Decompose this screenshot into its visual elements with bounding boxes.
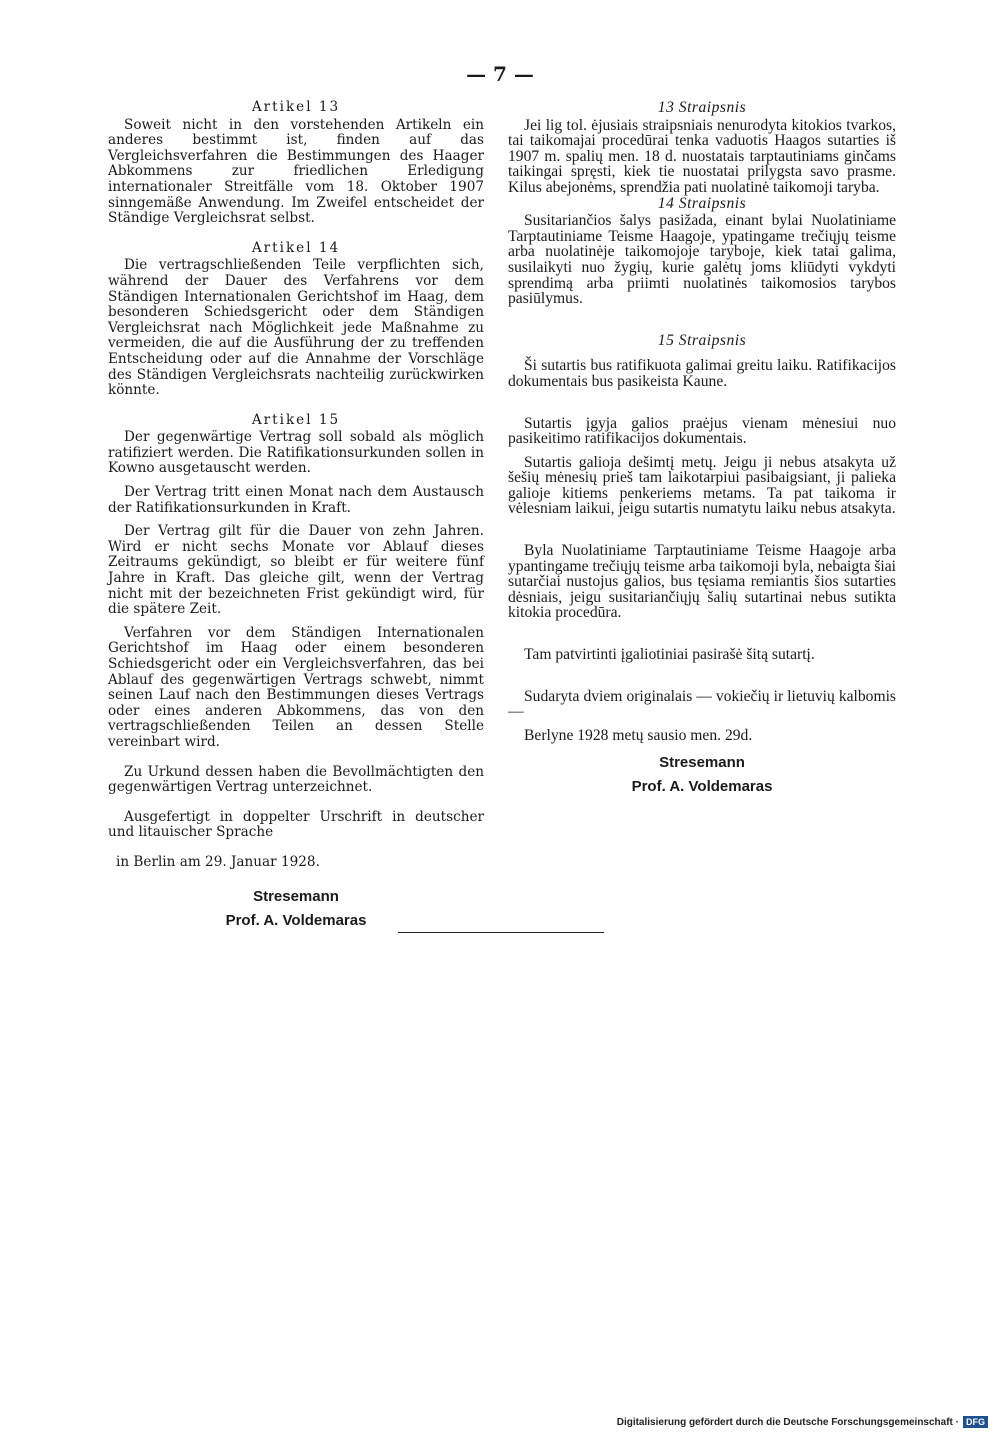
article-15-heading-de: Artikel 15 [251, 411, 341, 428]
signature-voldemaras-de: Prof. A. Voldemaras [225, 911, 367, 929]
witness-clause-lt: Tam patvirtinti įgaliotiniai pasirašė šitą sutartį. [524, 646, 815, 664]
signature-stresemann-lt: Stresemann [659, 754, 745, 772]
footer-text: Digitalisierung gefördert durch die Deutsche Forschungsgemeinschaft · [616, 1416, 959, 1428]
german-column [108, 100, 484, 933]
article-15-p2-lt: Sutartis įgyja galios praėjus vienam mėnesiui nuo pasikeitimo ratifikacijos dokumentais. [508, 414, 896, 448]
article-13-text-lt: Jei lig tol. ėjusiais straipsniais nenurodyta kitokios tvarkos, tai taikomajai procedūrai tenka vaduotis Haagos sutarties iš 1907 m. spalių men. 18 d. nuostatais tarptautiniams ginčams taikingai spręsti, kiek tie nuostatai prilygsta savo prasme. Kilus abejonėms, sprendžia pati nuolatinė taikomoji taryba. [508, 116, 896, 196]
done-clause-de: Ausgefertigt in doppelter Urschrift in deutscher und litauischer Sprache [108, 808, 484, 841]
article-15-p2-de: Der Vertrag tritt einen Monat nach dem Austausch der Ratifikationsurkunden in Kraft. [108, 484, 484, 516]
witness-clause-de: Zu Urkund dessen haben die Bevollmächtigten den gegenwärtigen Vertrag unterzeichnet. [108, 763, 484, 796]
article-14-text-de: Die vertragschließenden Teile verpflichten sich, während der Dauer des Verfahrens vor dem Ständigen Internationalen Gerichtshof im Haag, dem besonderen Schiedsgericht oder dem Ständigen Vergleichsrat nach Möglichkeit jede Maßnahme zu vermeiden, die auf die Ausführung der zu treffenden Entscheidung oder auf die Annahme der Vorschläge des Ständigen Vergleichsrats nachteilig zurückwirken könnte. [108, 257, 484, 399]
dfg-logo-icon: DFG [963, 1416, 988, 1428]
signature-voldemaras-lt: Prof. A. Voldemaras [631, 778, 773, 796]
article-15-p4-lt: Byla Nuolatiniame Tarptautiniame Teisme Haagoje arba ypantingame trečiųjų teisme arba taikomoji byla, nebaigta šiai sutarčiai nustojus galios, bus tęsiama remiantis šios sutarties dėsniais, jeigu susitariančiųjų šalių sutartinai nebus sutikta kitokia procedūra. [508, 542, 896, 622]
article-15-p4-de: Verfahren vor dem Ständigen Internationalen Gerichtshof im Haag oder einem besonderen Schiedsgericht oder ein Vergleichsverfahren, das bei Ablauf des gegenwärtigen Vertrags schwebt, nimmt seinen Lauf nach den Bestimmungen dieses Vertrags oder eines anderen Abkommens, das von den vertragschließenden Teilen an dessen Stelle vereinbart wird. [108, 624, 484, 750]
signature-stresemann-de: Stresemann [253, 887, 339, 905]
article-15-p3-de: Der Vertrag gilt für die Dauer von zehn Jahren. Wird er nicht sechs Monate vor Ablauf dieses Zeitraums gekündigt, so bleibt er für weitere fünf Jahre in Kraft. Das gleiche gilt, wenn der Vertrag nicht mit der bezeichneten Frist gekündigt wird, für die spätere Zeit. [108, 523, 484, 618]
article-13-heading-de: Artikel 13 [251, 99, 341, 115]
digitization-footer [617, 1416, 988, 1428]
article-14-heading-lt: 14 Straipsnis [657, 194, 747, 212]
article-15-p1-lt: Ši sutartis bus ratifikuota galimai greitu laiku. Ratifikacijos dokumentais bus pasikeista Kaune. [508, 357, 896, 390]
article-15-heading-lt: 15 Straipsnis [657, 331, 747, 349]
article-15-p3-lt: Sutartis galioja dešimtį metų. Jeigu ji nebus atsakyta už šešių mėnesių prieš tam laikotarpiui pasibaigsiant, ji palieka galioje kitiems penkeriems metams. Ta pat taikoma ir vėlesniam laikui, jeigu sutartis numatytu laiku nebus atsakyta. [508, 453, 896, 518]
done-clause-lt: Sudaryta dviem originalais — vokiečių ir lietuvių kalbomis — [508, 687, 896, 721]
page-number: — 7 — [466, 62, 534, 86]
closing-rule [398, 932, 604, 933]
article-14-heading-de: Artikel 14 [251, 239, 341, 256]
article-13-text-de: Soweit nicht in den vorstehenden Artikeln ein anderes bestimmt ist, finden auf das Vergleichsverfahren die Bestimmungen des Haager Abkommens zur friedlichen Erledigung internationaler Streitfälle vom 18. Oktober 1907 sinngemäße Anwendung. Im Zweifel entscheidet der Ständige Vergleichsrat selbst. [108, 116, 484, 227]
place-date-lt: Berlyne 1928 metų sausio men. 29d. [524, 726, 753, 744]
place-date-de: in Berlin am 29. Januar 1928. [116, 853, 320, 870]
article-15-p1-de: Der gegenwärtige Vertrag soll sobald als möglich ratifiziert werden. Die Ratifikationsurkunden sollen in Kowno ausgetauscht werden. [108, 429, 484, 477]
article-14-text-lt: Susitariančios šalys pasižada, einant bylai Nuolatiniame Tarptautiniame Teisme Haagoje, ypatingame trečiųjų teisme arba nuolatinėje taikomojoje taryboje, kiek tatai galima, susilaikyti nuo žygių, kurie galėtų joms kliūdyti vykdyti sprendimą arba priimti nuolatinės taikomosios tarybos pasiūlymus. [508, 212, 896, 308]
lithuanian-column [508, 100, 896, 799]
article-13-heading-lt: 13 Straipsnis [657, 99, 747, 116]
